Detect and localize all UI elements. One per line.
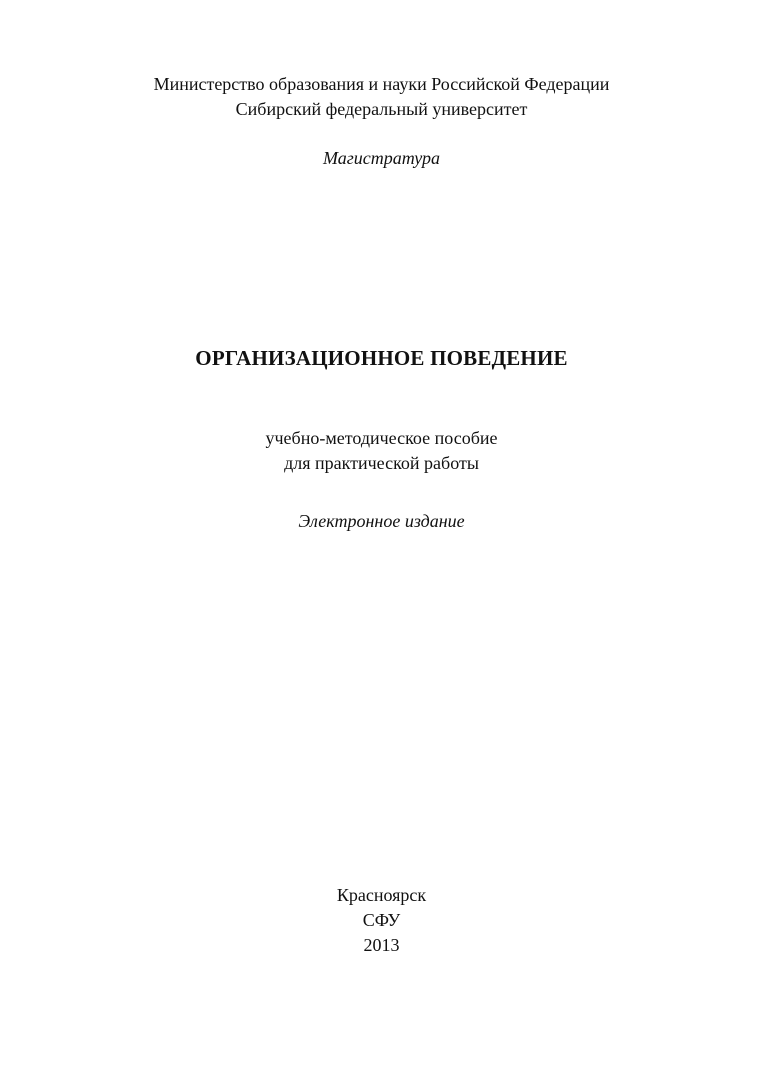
year-line: 2013 [363, 935, 400, 955]
edition-line: Электронное издание [298, 511, 465, 531]
university-line: Сибирский федеральный университет [235, 99, 528, 119]
subtitle-line-1: учебно-методическое пособие [265, 428, 498, 448]
city-line: Красноярск [336, 885, 427, 905]
subtitle-line-2: для практической работы [284, 453, 479, 473]
document-title: ОРГАНИЗАЦИОННОЕ ПОВЕДЕНИЕ [195, 346, 568, 370]
publisher-line: СФУ [362, 910, 401, 930]
program-line: Магистратура [322, 148, 441, 168]
ministry-line: Министерство образования и науки Российской Федерации [153, 74, 610, 94]
